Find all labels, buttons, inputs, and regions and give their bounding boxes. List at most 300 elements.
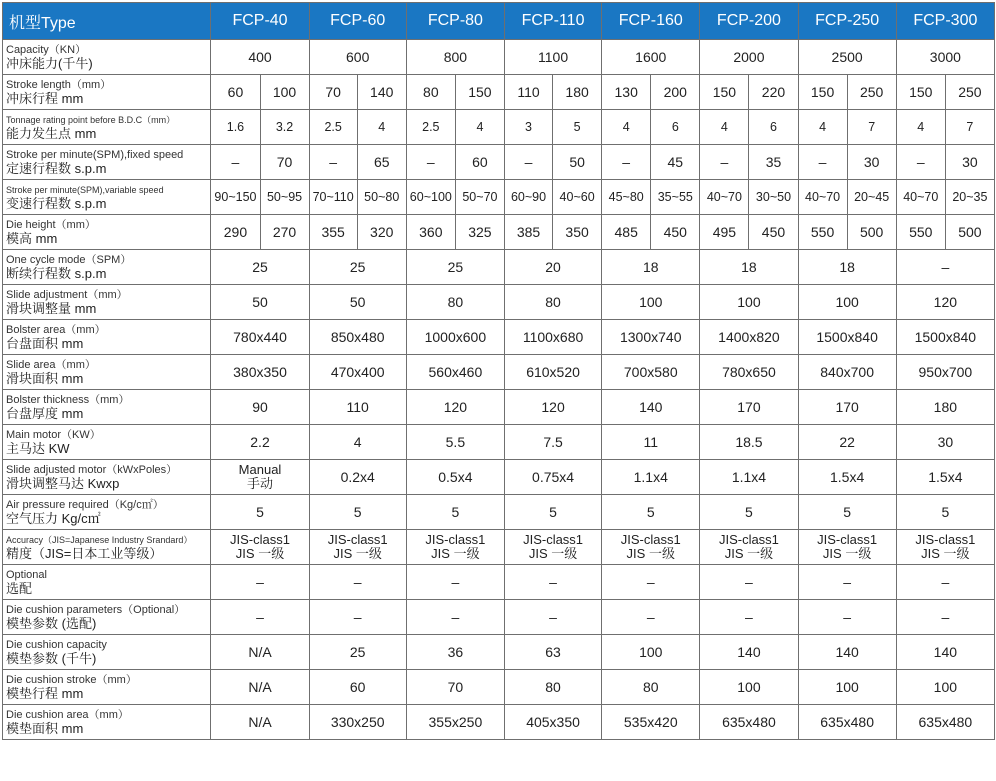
value-cell: 100: [798, 285, 896, 320]
value-cell: 140: [357, 75, 406, 110]
value-cell: [406, 530, 504, 565]
value-cell: –: [406, 145, 455, 180]
value-cell: 355: [309, 215, 357, 250]
value-cell: 65: [357, 145, 406, 180]
table-row: [3, 495, 995, 530]
value-cell: –: [309, 145, 357, 180]
row-label-en: Stroke per minute(SPM),fixed speed: [6, 149, 184, 161]
value-cell: 80: [406, 75, 455, 110]
value-cell: –: [798, 565, 896, 600]
row-label-en: Slide area（mm）: [6, 359, 96, 371]
value-cell: 1100: [504, 40, 601, 75]
value-cell: 100: [896, 670, 994, 705]
row-label-en: Air pressure required（Kg/c㎡）: [6, 499, 164, 511]
row-label-en: One cycle mode（SPM）: [6, 254, 132, 266]
value-cell: 5: [553, 110, 602, 145]
value-cell: [896, 530, 994, 565]
row-label: [3, 75, 211, 110]
value-line-secondary: JIS 一级: [626, 546, 675, 561]
value-cell: [504, 530, 601, 565]
value-cell: 4: [798, 110, 847, 145]
value-cell: 60~100: [406, 180, 455, 215]
value-cell: 18: [602, 250, 700, 285]
value-cell: 5.5: [406, 425, 504, 460]
row-label-cn: 模垫行程 mm: [6, 686, 84, 701]
model-header: FCP-300: [896, 3, 994, 40]
value-line-secondary: JIS 一级: [431, 546, 480, 561]
row-label-cn: 冲床行程 mm: [6, 91, 84, 106]
value-cell: 120: [406, 390, 504, 425]
value-line-primary: JIS-class1: [230, 532, 290, 547]
table-row: [3, 390, 995, 425]
value-cell: 50~80: [357, 180, 406, 215]
value-cell: 11: [602, 425, 700, 460]
value-cell: 5: [406, 495, 504, 530]
row-label-cn: 滑块面积 mm: [6, 371, 84, 386]
row-label: [3, 110, 211, 145]
row-label: [3, 425, 211, 460]
value-cell: 30: [896, 425, 994, 460]
value-cell: N/A: [211, 635, 309, 670]
row-label: [3, 565, 211, 600]
value-cell: 63: [504, 635, 601, 670]
value-cell: –: [700, 145, 749, 180]
row-label-cn: 主马达 KW: [6, 441, 70, 456]
value-cell: 70: [406, 670, 504, 705]
value-cell: –: [504, 145, 552, 180]
row-label-cn: 空气压力 Kg/c㎡: [6, 511, 101, 526]
value-cell: 60: [455, 145, 504, 180]
value-cell: 5: [602, 495, 700, 530]
value-cell: 25: [309, 635, 406, 670]
value-cell: 405x350: [504, 705, 601, 740]
value-cell: 0.5x4: [406, 460, 504, 495]
value-cell: –: [211, 600, 309, 635]
value-cell: 30: [847, 145, 896, 180]
model-header: FCP-250: [798, 3, 896, 40]
value-cell: 100: [700, 670, 798, 705]
row-label: [3, 250, 211, 285]
value-cell: 50: [553, 145, 602, 180]
value-line-primary: JIS-class1: [718, 532, 779, 547]
value-cell: 140: [602, 390, 700, 425]
value-cell: 1500x840: [798, 320, 896, 355]
value-line-secondary: JIS 一级: [724, 546, 774, 561]
value-cell: 330x250: [309, 705, 406, 740]
value-cell: 2500: [798, 40, 896, 75]
value-cell: 45~80: [602, 180, 651, 215]
value-cell: 500: [945, 215, 994, 250]
value-cell: 70: [260, 145, 309, 180]
value-cell: 80: [406, 285, 504, 320]
value-cell: 5: [309, 495, 406, 530]
value-cell: 20~45: [847, 180, 896, 215]
value-cell: 4: [896, 110, 945, 145]
value-cell: 35~55: [651, 180, 700, 215]
row-label-cn: 变速行程数 s.p.m: [6, 196, 107, 211]
value-cell: 50~70: [455, 180, 504, 215]
row-label-en: Slide adjustment（mm）: [6, 289, 128, 301]
value-cell: 450: [651, 215, 700, 250]
row-label-en: Die cushion stroke（mm）: [6, 674, 137, 686]
table-row: [3, 40, 995, 75]
value-cell: 1.1x4: [700, 460, 798, 495]
row-label-en: Optional: [6, 569, 47, 581]
row-label: [3, 670, 211, 705]
value-cell: 1.6: [211, 110, 260, 145]
value-line-primary: Manual: [238, 462, 282, 477]
value-cell: 70~110: [309, 180, 357, 215]
row-label-cn: 模高 mm: [6, 231, 58, 246]
model-header: FCP-200: [700, 3, 798, 40]
table-row: [3, 425, 995, 460]
table-row: [3, 215, 995, 250]
row-label-en: Die cushion capacity: [6, 639, 107, 651]
value-cell: 635x480: [798, 705, 896, 740]
value-cell: 100: [260, 75, 309, 110]
row-label-en: Bolster area（mm）: [6, 324, 106, 336]
row-label-en: Stroke length（mm）: [6, 79, 112, 91]
value-cell: –: [896, 250, 994, 285]
row-label-cn: 能力发生点 mm: [6, 126, 97, 141]
value-line-primary: JIS-class1: [523, 532, 584, 547]
value-cell: –: [896, 145, 945, 180]
value-cell: 1500x840: [896, 320, 994, 355]
value-line-secondary: 手动: [246, 476, 273, 491]
row-label-cn: 滑块调整量 mm: [6, 301, 97, 316]
value-cell: 550: [896, 215, 945, 250]
value-cell: –: [211, 145, 260, 180]
value-cell: –: [309, 565, 406, 600]
value-cell: 150: [700, 75, 749, 110]
value-cell: 0.2x4: [309, 460, 406, 495]
value-cell: 4: [357, 110, 406, 145]
value-cell: 2.5: [406, 110, 455, 145]
row-label: [3, 145, 211, 180]
value-cell: 270: [260, 215, 309, 250]
value-line-primary: JIS-class1: [327, 532, 388, 547]
value-cell: 1100x680: [504, 320, 601, 355]
value-cell: 70: [309, 75, 357, 110]
value-cell: 2000: [700, 40, 798, 75]
value-cell: 600: [309, 40, 406, 75]
table-row: [3, 180, 995, 215]
value-cell: 140: [798, 635, 896, 670]
model-header: FCP-80: [406, 3, 504, 40]
value-cell: 3000: [896, 40, 994, 75]
value-cell: 20~35: [945, 180, 994, 215]
value-cell: 40~70: [700, 180, 749, 215]
value-cell: [309, 530, 406, 565]
value-cell: 180: [553, 75, 602, 110]
value-line-primary: JIS-class1: [915, 532, 976, 547]
table-row: [3, 460, 995, 495]
value-cell: [602, 530, 700, 565]
row-label: [3, 215, 211, 250]
value-cell: 50~95: [260, 180, 309, 215]
value-cell: –: [896, 565, 994, 600]
row-label-en: Capacity（KN）: [6, 44, 87, 56]
table-row: [3, 705, 995, 740]
value-cell: –: [602, 145, 651, 180]
spec-table: [2, 2, 995, 740]
model-header: FCP-160: [602, 3, 700, 40]
value-cell: 100: [700, 285, 798, 320]
value-cell: –: [700, 565, 798, 600]
row-label: [3, 180, 211, 215]
value-line-secondary: JIS 一级: [822, 546, 872, 561]
row-label-cn: 滑块调整马达 Kwxp: [6, 476, 120, 491]
value-cell: 635x480: [700, 705, 798, 740]
value-cell: 3.2: [260, 110, 309, 145]
value-cell: 485: [602, 215, 651, 250]
value-cell: 350: [553, 215, 602, 250]
table-row: [3, 565, 995, 600]
value-cell: –: [504, 600, 601, 635]
value-cell: 6: [651, 110, 700, 145]
row-label: [3, 705, 211, 740]
value-cell: 6: [749, 110, 798, 145]
row-label-cn: 模垫参数 (千牛): [6, 651, 97, 666]
value-cell: 840x700: [798, 355, 896, 390]
value-line-secondary: JIS 一级: [921, 546, 970, 561]
value-cell: 25: [309, 250, 406, 285]
value-cell: 3: [504, 110, 552, 145]
row-label: [3, 600, 211, 635]
model-header: FCP-40: [211, 3, 309, 40]
value-cell: 80: [504, 670, 601, 705]
table-row: [3, 635, 995, 670]
value-cell: 780x440: [211, 320, 309, 355]
table-row: [3, 355, 995, 390]
value-cell: 5: [700, 495, 798, 530]
row-label-en: Slide adjusted motor（kWxPoles）: [6, 464, 178, 476]
row-label: [3, 40, 211, 75]
value-cell: 1.1x4: [602, 460, 700, 495]
table-row: [3, 250, 995, 285]
row-label: [3, 495, 211, 530]
value-cell: 170: [700, 390, 798, 425]
value-cell: 450: [749, 215, 798, 250]
value-cell: 470x400: [309, 355, 406, 390]
row-label: [3, 390, 211, 425]
value-cell: 90~150: [211, 180, 260, 215]
value-cell: 550: [798, 215, 847, 250]
value-cell: 635x480: [896, 705, 994, 740]
value-cell: –: [211, 565, 309, 600]
row-label-cn: 冲床能力(千牛): [6, 56, 93, 71]
value-cell: [700, 530, 798, 565]
value-line-secondary: JIS 一级: [528, 546, 578, 561]
row-label-cn: 模垫参数 (选配): [6, 616, 97, 631]
value-cell: 50: [309, 285, 406, 320]
row-label-en: Tonnage rating point before B.D.C（mm）: [6, 115, 176, 125]
value-cell: –: [798, 145, 847, 180]
value-cell: 25: [211, 250, 309, 285]
header-row: [3, 3, 995, 40]
value-cell: 850x480: [309, 320, 406, 355]
value-cell: 100: [602, 285, 700, 320]
value-cell: 40~70: [896, 180, 945, 215]
value-cell: 5: [504, 495, 601, 530]
value-line-secondary: JIS 一级: [333, 546, 382, 561]
value-cell: 5: [798, 495, 896, 530]
value-cell: 2.5: [309, 110, 357, 145]
header-label: 机型Type: [3, 3, 211, 40]
value-line-primary: JIS-class1: [620, 532, 681, 547]
row-label-cn: 台盘厚度 mm: [6, 406, 84, 421]
value-cell: 140: [700, 635, 798, 670]
value-cell: 150: [896, 75, 945, 110]
value-cell: 320: [357, 215, 406, 250]
value-cell: 110: [309, 390, 406, 425]
value-cell: 0.75x4: [504, 460, 601, 495]
value-cell: 36: [406, 635, 504, 670]
row-label-cn: 模垫面积 mm: [6, 721, 84, 736]
value-cell: [798, 530, 896, 565]
value-cell: [211, 530, 309, 565]
value-cell: 1.5x4: [896, 460, 994, 495]
value-cell: 7: [847, 110, 896, 145]
value-cell: 4: [309, 425, 406, 460]
value-cell: 5: [896, 495, 994, 530]
value-cell: 360: [406, 215, 455, 250]
value-cell: 400: [211, 40, 309, 75]
value-cell: N/A: [211, 705, 309, 740]
row-label-cn: 选配: [6, 581, 33, 596]
table-row: [3, 75, 995, 110]
value-cell: 150: [455, 75, 504, 110]
value-cell: 250: [945, 75, 994, 110]
table-row: [3, 285, 995, 320]
table-row: [3, 110, 995, 145]
value-cell: 1300x740: [602, 320, 700, 355]
value-cell: 40~70: [798, 180, 847, 215]
value-cell: 325: [455, 215, 504, 250]
row-label-en: Main motor（KW）: [6, 429, 101, 441]
value-cell: 60~90: [504, 180, 552, 215]
value-cell: 7: [945, 110, 994, 145]
value-cell: 45: [651, 145, 700, 180]
value-cell: 7.5: [504, 425, 601, 460]
value-cell: 120: [896, 285, 994, 320]
value-line-primary: JIS-class1: [425, 532, 486, 547]
model-header: FCP-60: [309, 3, 406, 40]
value-cell: 4: [455, 110, 504, 145]
row-label: [3, 635, 211, 670]
row-label-en: Bolster thickness（mm）: [6, 394, 130, 406]
row-label: [3, 355, 211, 390]
value-cell: 80: [602, 670, 700, 705]
value-cell: –: [406, 565, 504, 600]
value-cell: 80: [504, 285, 601, 320]
row-label-cn: 定速行程数 s.p.m: [6, 161, 107, 176]
value-cell: 25: [406, 250, 504, 285]
value-cell: 610x520: [504, 355, 601, 390]
value-cell: 1400x820: [700, 320, 798, 355]
value-cell: 130: [602, 75, 651, 110]
value-cell: N/A: [211, 670, 309, 705]
value-cell: –: [309, 600, 406, 635]
table-row: [3, 320, 995, 355]
value-cell: 110: [504, 75, 552, 110]
value-cell: –: [602, 565, 700, 600]
value-cell: 4: [602, 110, 651, 145]
value-cell: 35: [749, 145, 798, 180]
value-cell: 18: [798, 250, 896, 285]
table-row: [3, 670, 995, 705]
value-cell: 30: [945, 145, 994, 180]
model-header: FCP-110: [504, 3, 601, 40]
value-line-secondary: JIS 一级: [235, 546, 285, 561]
value-cell: 1.5x4: [798, 460, 896, 495]
table-body: [3, 40, 995, 740]
row-label-en: Die height（mm）: [6, 219, 96, 231]
row-label-en: Die cushion area（mm）: [6, 709, 129, 721]
value-cell: 385: [504, 215, 552, 250]
value-cell: 535x420: [602, 705, 700, 740]
row-label-cn: 精度（JIS=日本工业等级）: [6, 546, 163, 561]
value-cell: 780x650: [700, 355, 798, 390]
value-cell: 290: [211, 215, 260, 250]
value-cell: 800: [406, 40, 504, 75]
value-cell: 140: [896, 635, 994, 670]
value-cell: –: [602, 600, 700, 635]
value-cell: –: [798, 600, 896, 635]
value-cell: 100: [602, 635, 700, 670]
value-cell: –: [896, 600, 994, 635]
value-cell: 90: [211, 390, 309, 425]
value-cell: 18.5: [700, 425, 798, 460]
row-label: [3, 285, 211, 320]
value-cell: 180: [896, 390, 994, 425]
value-cell: –: [504, 565, 601, 600]
value-cell: 170: [798, 390, 896, 425]
row-label-cn: 台盘面积 mm: [6, 336, 84, 351]
value-cell: 1000x600: [406, 320, 504, 355]
value-cell: 495: [700, 215, 749, 250]
row-label: [3, 530, 211, 565]
value-cell: 250: [847, 75, 896, 110]
value-cell: 5: [211, 495, 309, 530]
value-line-primary: JIS-class1: [817, 532, 878, 547]
value-cell: 150: [798, 75, 847, 110]
value-cell: 500: [847, 215, 896, 250]
value-cell: 60: [309, 670, 406, 705]
value-cell: [211, 460, 309, 495]
row-label-cn: 断续行程数 s.p.m: [6, 266, 107, 281]
value-cell: 560x460: [406, 355, 504, 390]
value-cell: 700x580: [602, 355, 700, 390]
value-cell: 200: [651, 75, 700, 110]
table-row: [3, 600, 995, 635]
table-row: [3, 530, 995, 565]
value-cell: 60: [211, 75, 260, 110]
row-label: [3, 460, 211, 495]
value-cell: 18: [700, 250, 798, 285]
value-cell: 2.2: [211, 425, 309, 460]
value-cell: 50: [211, 285, 309, 320]
value-cell: 4: [700, 110, 749, 145]
value-cell: 380x350: [211, 355, 309, 390]
value-cell: –: [406, 600, 504, 635]
value-cell: 355x250: [406, 705, 504, 740]
value-cell: 1600: [602, 40, 700, 75]
value-cell: 220: [749, 75, 798, 110]
value-cell: 100: [798, 670, 896, 705]
table-row: [3, 145, 995, 180]
value-cell: 20: [504, 250, 601, 285]
